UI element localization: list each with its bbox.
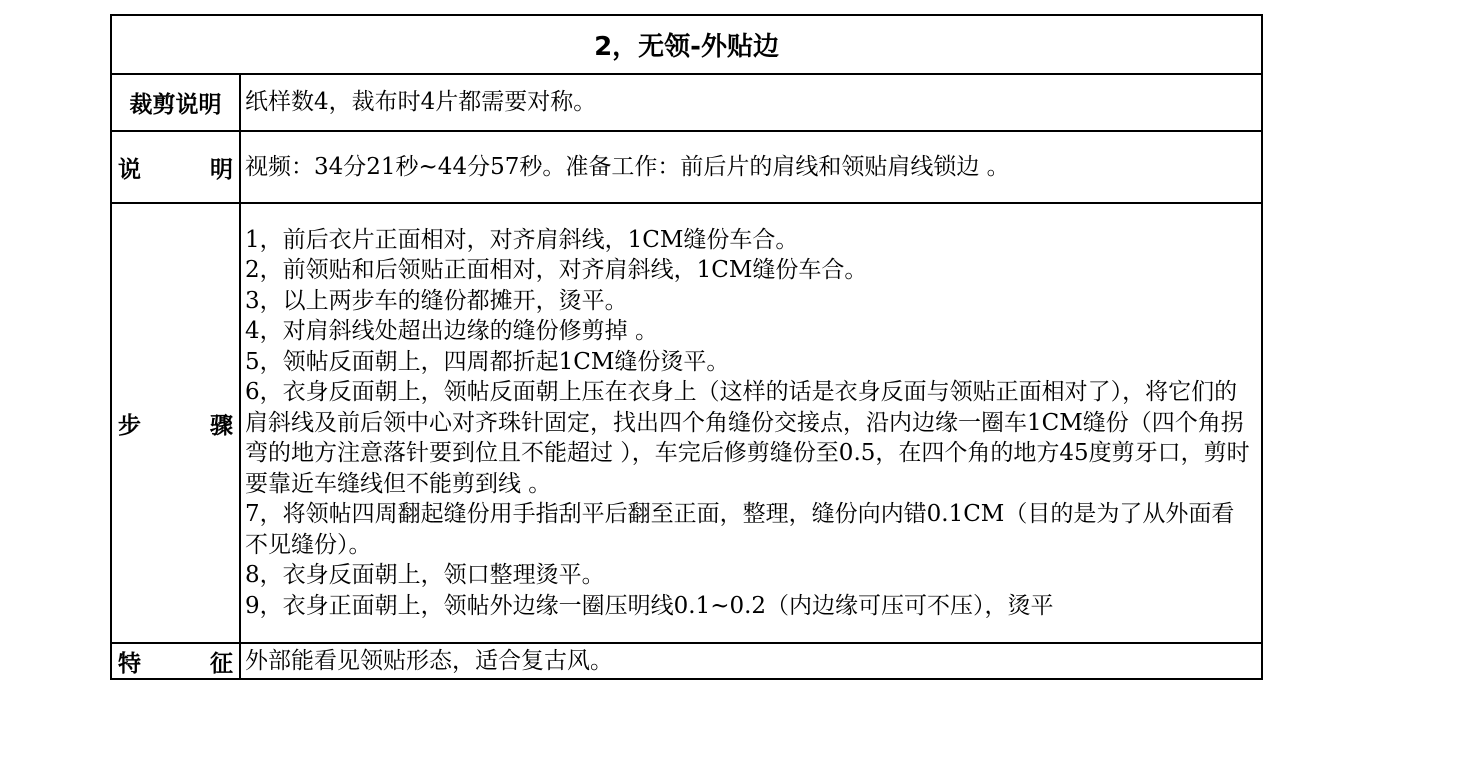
sewing-instruction-table — [110, 14, 1263, 680]
steps-label-right: 骤 — [210, 412, 233, 439]
description-row — [111, 131, 1262, 203]
step-item: 7，将领帖四周翻起缝份用手指刮平后翻至正面，整理，缝份向内错0.1CM（目的是为了从外面看不见缝份）。 — [245, 501, 1235, 558]
feature-row — [111, 643, 1262, 679]
step-item: 9，衣身正面朝上，领帖外边缘一圈压明线0.1~0.2（内边缘可压可不压），烫平 — [245, 592, 1054, 619]
description-label-right: 明 — [210, 156, 233, 183]
step-item: 2，前领贴和后领贴正面相对，对齐肩斜线，1CM缝份车合。 — [245, 257, 868, 284]
description-label-left: 说 — [118, 156, 141, 183]
steps-label-left: 步 — [118, 412, 141, 439]
step-item: 5，领帖反面朝上，四周都折起1CM缝份烫平。 — [245, 348, 730, 375]
steps-label — [118, 407, 233, 440]
title-row — [111, 15, 1262, 74]
description-value: 视频：34分21秒~44分57秒。准备工作：前后片的肩线和领贴肩线锁边 。 — [240, 131, 1262, 203]
feature-label-cell — [111, 643, 240, 679]
step-item: 4，对肩斜线处超出边缘的缝份修剪掉 。 — [245, 318, 658, 345]
cutting-label: 裁剪说明 — [129, 92, 222, 118]
step-item: 3，以上两步车的缝份都摊开，烫平。 — [245, 287, 628, 314]
description-label — [118, 151, 233, 184]
cutting-row — [111, 74, 1262, 131]
steps-label-cell — [111, 203, 240, 643]
table-title: 2，无领-外贴边 — [111, 15, 1262, 74]
steps-list — [245, 225, 1257, 622]
step-item: 6，衣身反面朝上，领帖反面朝上压在衣身上（这样的话是衣身反面与领贴正面相对了），将它们的肩斜线及前后领中心对齐珠针固定，找出四个角缝份交接点，沿内边缘一圈车1CM缝份（四个角拐弯的地方注意落针要到位且不能超过 ），车完后修剪缝份至0.5，在四个角的地方45度剪牙口，剪时要靠近车缝线但不能剪到线 。 — [245, 379, 1250, 497]
step-item: 1，前后衣片正面相对，对齐肩斜线，1CM缝份车合。 — [245, 226, 799, 253]
feature-value: 外部能看见领贴形态，适合复古风。 — [240, 643, 1262, 679]
cutting-value: 纸样数4，裁布时4片都需要对称。 — [240, 74, 1262, 131]
feature-label-right: 征 — [210, 650, 233, 677]
steps-row — [111, 203, 1262, 643]
feature-label-left: 特 — [118, 650, 141, 677]
feature-label — [118, 645, 233, 678]
steps-value-cell — [240, 203, 1262, 643]
cutting-label-cell — [111, 74, 240, 131]
step-item: 8，衣身反面朝上，领口整理烫平。 — [245, 562, 605, 589]
description-label-cell — [111, 131, 240, 203]
